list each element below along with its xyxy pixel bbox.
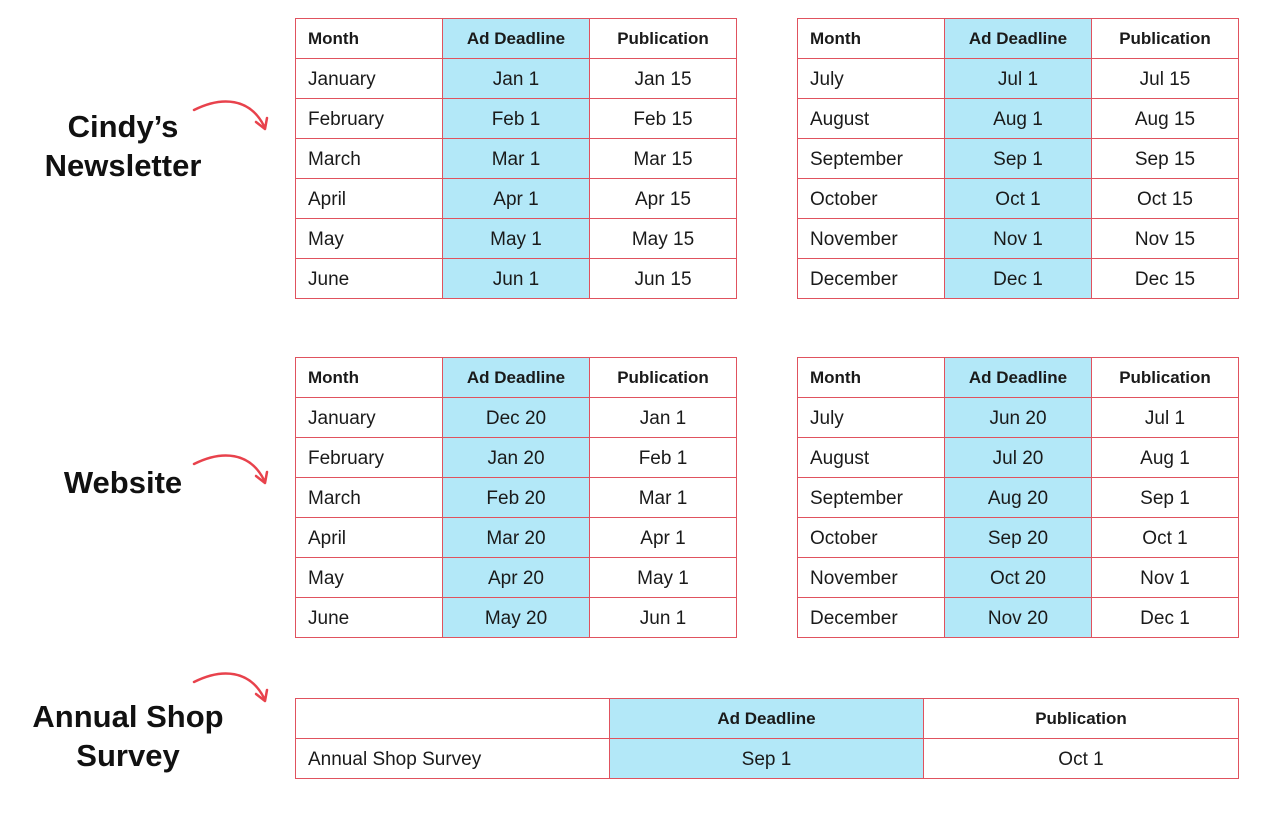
publication-cell: Sep 15 [1092,139,1239,179]
publication-cell: Mar 15 [590,139,737,179]
month-cell: December [798,598,945,638]
publication-header: Publication [1092,19,1239,59]
month-cell: March [296,478,443,518]
publication-cell: Aug 1 [1092,438,1239,478]
table-row [798,219,1239,259]
table-row [296,398,737,438]
month-cell: July [798,398,945,438]
month-cell: September [798,139,945,179]
ad-deadline-header: Ad Deadline [610,699,924,739]
deadline-cell: Mar 1 [443,139,590,179]
publication-cell: Feb 1 [590,438,737,478]
month-cell: January [296,59,443,99]
survey-label-line1: Annual Shop [32,699,224,734]
newsletter-table-jul-dec [797,18,1239,299]
month-cell: December [798,259,945,299]
month-cell: February [296,438,443,478]
table-row [296,219,737,259]
deadline-cell: Aug 20 [945,478,1092,518]
month-header: Month [798,19,945,59]
table-row [296,558,737,598]
table-row [296,518,737,558]
blank-header [296,699,610,739]
deadline-cell: Mar 20 [443,518,590,558]
table-row [798,558,1239,598]
month-cell: October [798,518,945,558]
publication-cell: May 15 [590,219,737,259]
deadline-cell: Sep 1 [610,739,924,779]
month-cell: October [798,179,945,219]
publication-cell: Jun 1 [590,598,737,638]
month-cell: June [296,259,443,299]
publication-cell: Jan 1 [590,398,737,438]
survey-table [295,698,1239,779]
deadline-cell: Oct 20 [945,558,1092,598]
table-row [798,598,1239,638]
deadline-cell: Dec 1 [945,259,1092,299]
arrow-icon [192,450,272,490]
month-cell: June [296,598,443,638]
publication-cell: Mar 1 [590,478,737,518]
table-row [296,438,737,478]
survey-label [30,697,226,775]
deadline-cell: Nov 20 [945,598,1092,638]
deadline-cell: Sep 1 [945,139,1092,179]
table-row [798,259,1239,299]
ad-deadline-header: Ad Deadline [443,358,590,398]
deadline-cell: Aug 1 [945,99,1092,139]
table-header-row [798,19,1239,59]
publication-cell: Oct 1 [924,739,1239,779]
deadline-cell: Jun 20 [945,398,1092,438]
deadline-cell: Apr 20 [443,558,590,598]
deadline-cell: Feb 1 [443,99,590,139]
ad-deadline-header: Ad Deadline [945,19,1092,59]
table-row [798,478,1239,518]
table-row [798,139,1239,179]
table-row [798,518,1239,558]
month-cell: July [798,59,945,99]
table-header-row [296,699,1239,739]
month-header: Month [798,358,945,398]
table-header-row [296,358,737,398]
website-label-line1: Website [63,465,183,500]
deadline-cell: Feb 20 [443,478,590,518]
publication-cell: Oct 15 [1092,179,1239,219]
deadline-cell: Apr 1 [443,179,590,219]
deadline-cell: Dec 20 [443,398,590,438]
publication-cell: Jul 15 [1092,59,1239,99]
month-cell: April [296,179,443,219]
deadline-cell: May 20 [443,598,590,638]
publication-header: Publication [590,358,737,398]
ad-deadline-header: Ad Deadline [443,19,590,59]
table-row [296,739,1239,779]
deadline-cell: Jun 1 [443,259,590,299]
publication-cell: May 1 [590,558,737,598]
publication-cell: Apr 15 [590,179,737,219]
month-cell: August [798,438,945,478]
table-row [798,59,1239,99]
publication-cell: Apr 1 [590,518,737,558]
table-row [296,139,737,179]
deadline-cell: Nov 1 [945,219,1092,259]
table-row [296,478,737,518]
website-table-jul-dec [797,357,1239,638]
month-cell: April [296,518,443,558]
deadline-cell: Jan 20 [443,438,590,478]
newsletter-label-line1: Cindy’s [67,109,179,144]
month-header: Month [296,358,443,398]
deadline-cell: Jul 20 [945,438,1092,478]
table-header-row [798,358,1239,398]
ad-deadline-header: Ad Deadline [945,358,1092,398]
survey-label-line2: Survey [76,738,180,773]
table-row [798,99,1239,139]
table-row [296,179,737,219]
publication-cell: Jan 15 [590,59,737,99]
publication-cell: Jul 1 [1092,398,1239,438]
deadline-cell: Oct 1 [945,179,1092,219]
month-cell: November [798,219,945,259]
arrow-icon [192,96,272,136]
publication-cell: Dec 15 [1092,259,1239,299]
publication-cell: Jun 15 [590,259,737,299]
publication-header: Publication [590,19,737,59]
website-table-jan-jun [295,357,737,638]
newsletter-label [40,107,206,185]
newsletter-label-line2: Newsletter [44,148,202,183]
publication-header: Publication [924,699,1239,739]
publication-cell: Dec 1 [1092,598,1239,638]
month-cell: May [296,558,443,598]
month-cell: March [296,139,443,179]
month-cell: May [296,219,443,259]
table-row [798,179,1239,219]
month-cell: November [798,558,945,598]
survey-name-cell: Annual Shop Survey [296,739,610,779]
publication-cell: Nov 15 [1092,219,1239,259]
website-label [40,463,206,502]
month-cell: August [798,99,945,139]
deadline-cell: Sep 20 [945,518,1092,558]
deadline-cell: Jan 1 [443,59,590,99]
table-row [296,598,737,638]
month-cell: January [296,398,443,438]
publication-header: Publication [1092,358,1239,398]
arrow-icon [192,668,272,708]
publication-cell: Aug 15 [1092,99,1239,139]
newsletter-table-jan-jun [295,18,737,299]
table-row [296,259,737,299]
table-row [296,99,737,139]
table-row [296,59,737,99]
deadline-cell: May 1 [443,219,590,259]
table-row [798,398,1239,438]
publication-cell: Nov 1 [1092,558,1239,598]
deadline-cell: Jul 1 [945,59,1092,99]
publication-cell: Oct 1 [1092,518,1239,558]
table-row [798,438,1239,478]
month-cell: February [296,99,443,139]
publication-cell: Feb 15 [590,99,737,139]
table-header-row [296,19,737,59]
publication-cell: Sep 1 [1092,478,1239,518]
month-header: Month [296,19,443,59]
month-cell: September [798,478,945,518]
